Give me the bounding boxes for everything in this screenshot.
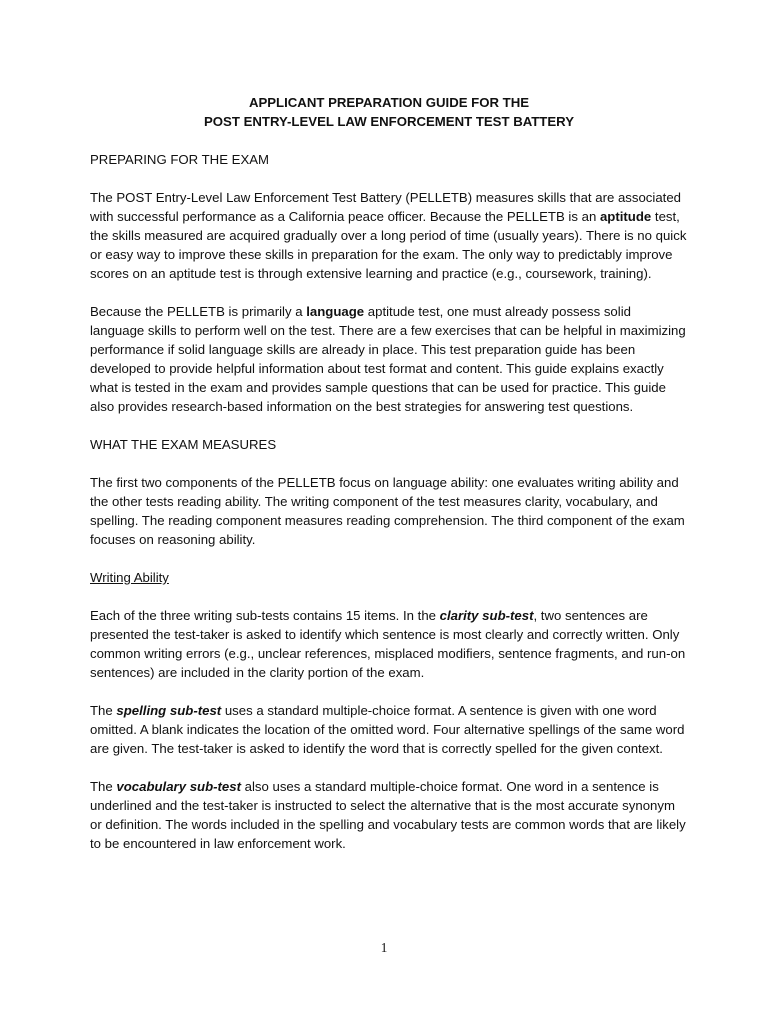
emphasis-vocabulary-subtest: vocabulary sub-test <box>116 779 241 794</box>
bold-aptitude: aptitude <box>599 209 652 224</box>
paragraph-clarity <box>90 606 688 682</box>
section-heading-measures: WHAT THE EXAM MEASURES <box>90 437 277 452</box>
section-heading-preparing: PREPARING FOR THE EXAM <box>90 152 270 167</box>
text-run: aptitude test, one must already possess solid language skills to perform well on the test. There are a few exercises that can be helpful in maximizing performance if solid language skills are already in place. This test preparation guide has been developed to provide helpful information about test format and content. This guide explains exactly what is tested in the exam and provides sample questions that can be used for practice. This guide also provides research-based information on the best strategies for answering test questions. <box>90 304 686 414</box>
page-number: 1 <box>380 940 388 955</box>
title-line-1: APPLICANT PREPARATION GUIDE FOR THE <box>248 95 530 110</box>
text-run: The <box>90 703 117 718</box>
text-run: Each of the three writing sub-tests contains 15 items. In the <box>90 608 440 623</box>
text-run: test, the skills measured are acquired gradually over a long period of time (usually years). There is no quick or easy way to improve these skills in preparation for the exam. The only way to predictably improve scores on an aptitude test is through extensive learning and practice (e.g., coursework, training). <box>90 209 687 281</box>
paragraph-vocabulary <box>90 777 688 853</box>
paragraph-pelletb-intro <box>90 188 688 283</box>
paragraph-spelling <box>90 701 688 758</box>
paragraph-language-aptitude <box>90 302 688 416</box>
emphasis-spelling-subtest: spelling sub-test <box>116 703 222 718</box>
bold-language: language <box>306 304 365 319</box>
document-body <box>90 93 688 853</box>
text-run: Because the PELLETB is primarily a <box>90 304 307 319</box>
text-run: also uses a standard multiple-choice format. One word in a sentence is underlined and the test-taker is instructed to select the alternative that is the most accurate synonym or definition. The words included in the spelling and vocabulary tests are common words that are likely to be encountered in law enforcement work. <box>90 779 686 851</box>
text-run: , two sentences are presented the test-taker is asked to identify which sentence is most clearly and correctly written. Only common writing errors (e.g., unclear references, misplaced modifiers, sentence fragments, and run-on sentences) are included in the clarity portion of the exam. <box>90 608 686 680</box>
text-run: The POST Entry-Level Law Enforcement Test Battery (PELLETB) measures skills that are associated with successful performance as a California peace officer. Because the PELLETB is an <box>90 190 682 224</box>
text-run: uses a standard multiple-choice format. A sentence is given with one word omitted. A blank indicates the location of the omitted word. Four alternative spellings of the same word are given. The test-taker is asked to identify the word that is correctly spelled for the given context. <box>90 703 685 756</box>
paragraph-components: The first two components of the PELLETB focus on language ability: one evaluates writing ability and the other tests reading ability. The writing component of the test measures clarity, vocabulary, and spelling. The reading component measures reading comprehension. The third component of the exam focuses on reasoning ability. <box>90 475 685 547</box>
text-run: The <box>90 779 117 794</box>
subheading-writing-ability: Writing Ability <box>90 570 169 585</box>
title-line-2: POST ENTRY-LEVEL LAW ENFORCEMENT TEST BATTERY <box>204 114 574 129</box>
emphasis-clarity-subtest: clarity sub-test <box>439 608 534 623</box>
